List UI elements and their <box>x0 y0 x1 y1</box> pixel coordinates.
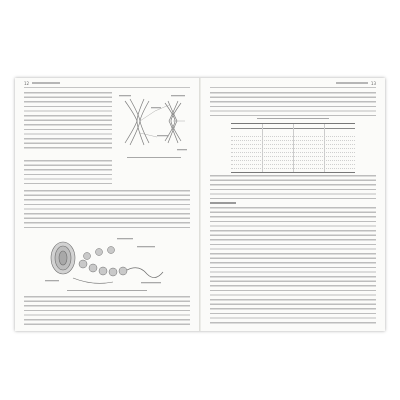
dna-strand-icon <box>127 268 163 278</box>
right-page <box>201 78 385 331</box>
left-paragraph-3 <box>24 190 190 230</box>
nucleosome-figure <box>43 234 171 288</box>
left-page <box>15 78 199 331</box>
left-paragraph-2 <box>24 160 112 184</box>
nucleosome-beads-icon <box>79 247 127 277</box>
chromosome-diagram <box>115 91 191 155</box>
table-row <box>231 164 355 169</box>
right-paragraph-2 <box>210 175 376 199</box>
left-header-rule <box>24 87 190 88</box>
left-paragraph-1 <box>24 92 112 152</box>
data-table <box>231 123 355 173</box>
left-page-number: 12 <box>24 81 30 86</box>
right-header-rule <box>210 87 376 88</box>
table-caption <box>257 118 329 119</box>
right-running-head <box>336 82 368 84</box>
right-paragraph-3 <box>210 207 376 325</box>
nucleosome-diagram <box>43 234 171 288</box>
section-heading <box>210 202 236 204</box>
dna-linker-icon <box>73 278 113 283</box>
right-page-number: 13 <box>370 81 376 86</box>
left-running-head <box>32 82 60 84</box>
right-paragraph-1 <box>210 92 376 116</box>
chromosome-figure <box>115 91 191 155</box>
book-spread <box>15 78 385 331</box>
chromatin-spiral-icon <box>51 242 75 274</box>
nucleosome-figure-caption <box>67 290 147 291</box>
chromosome-figure-caption <box>127 157 181 158</box>
left-paragraph-4 <box>24 296 190 326</box>
